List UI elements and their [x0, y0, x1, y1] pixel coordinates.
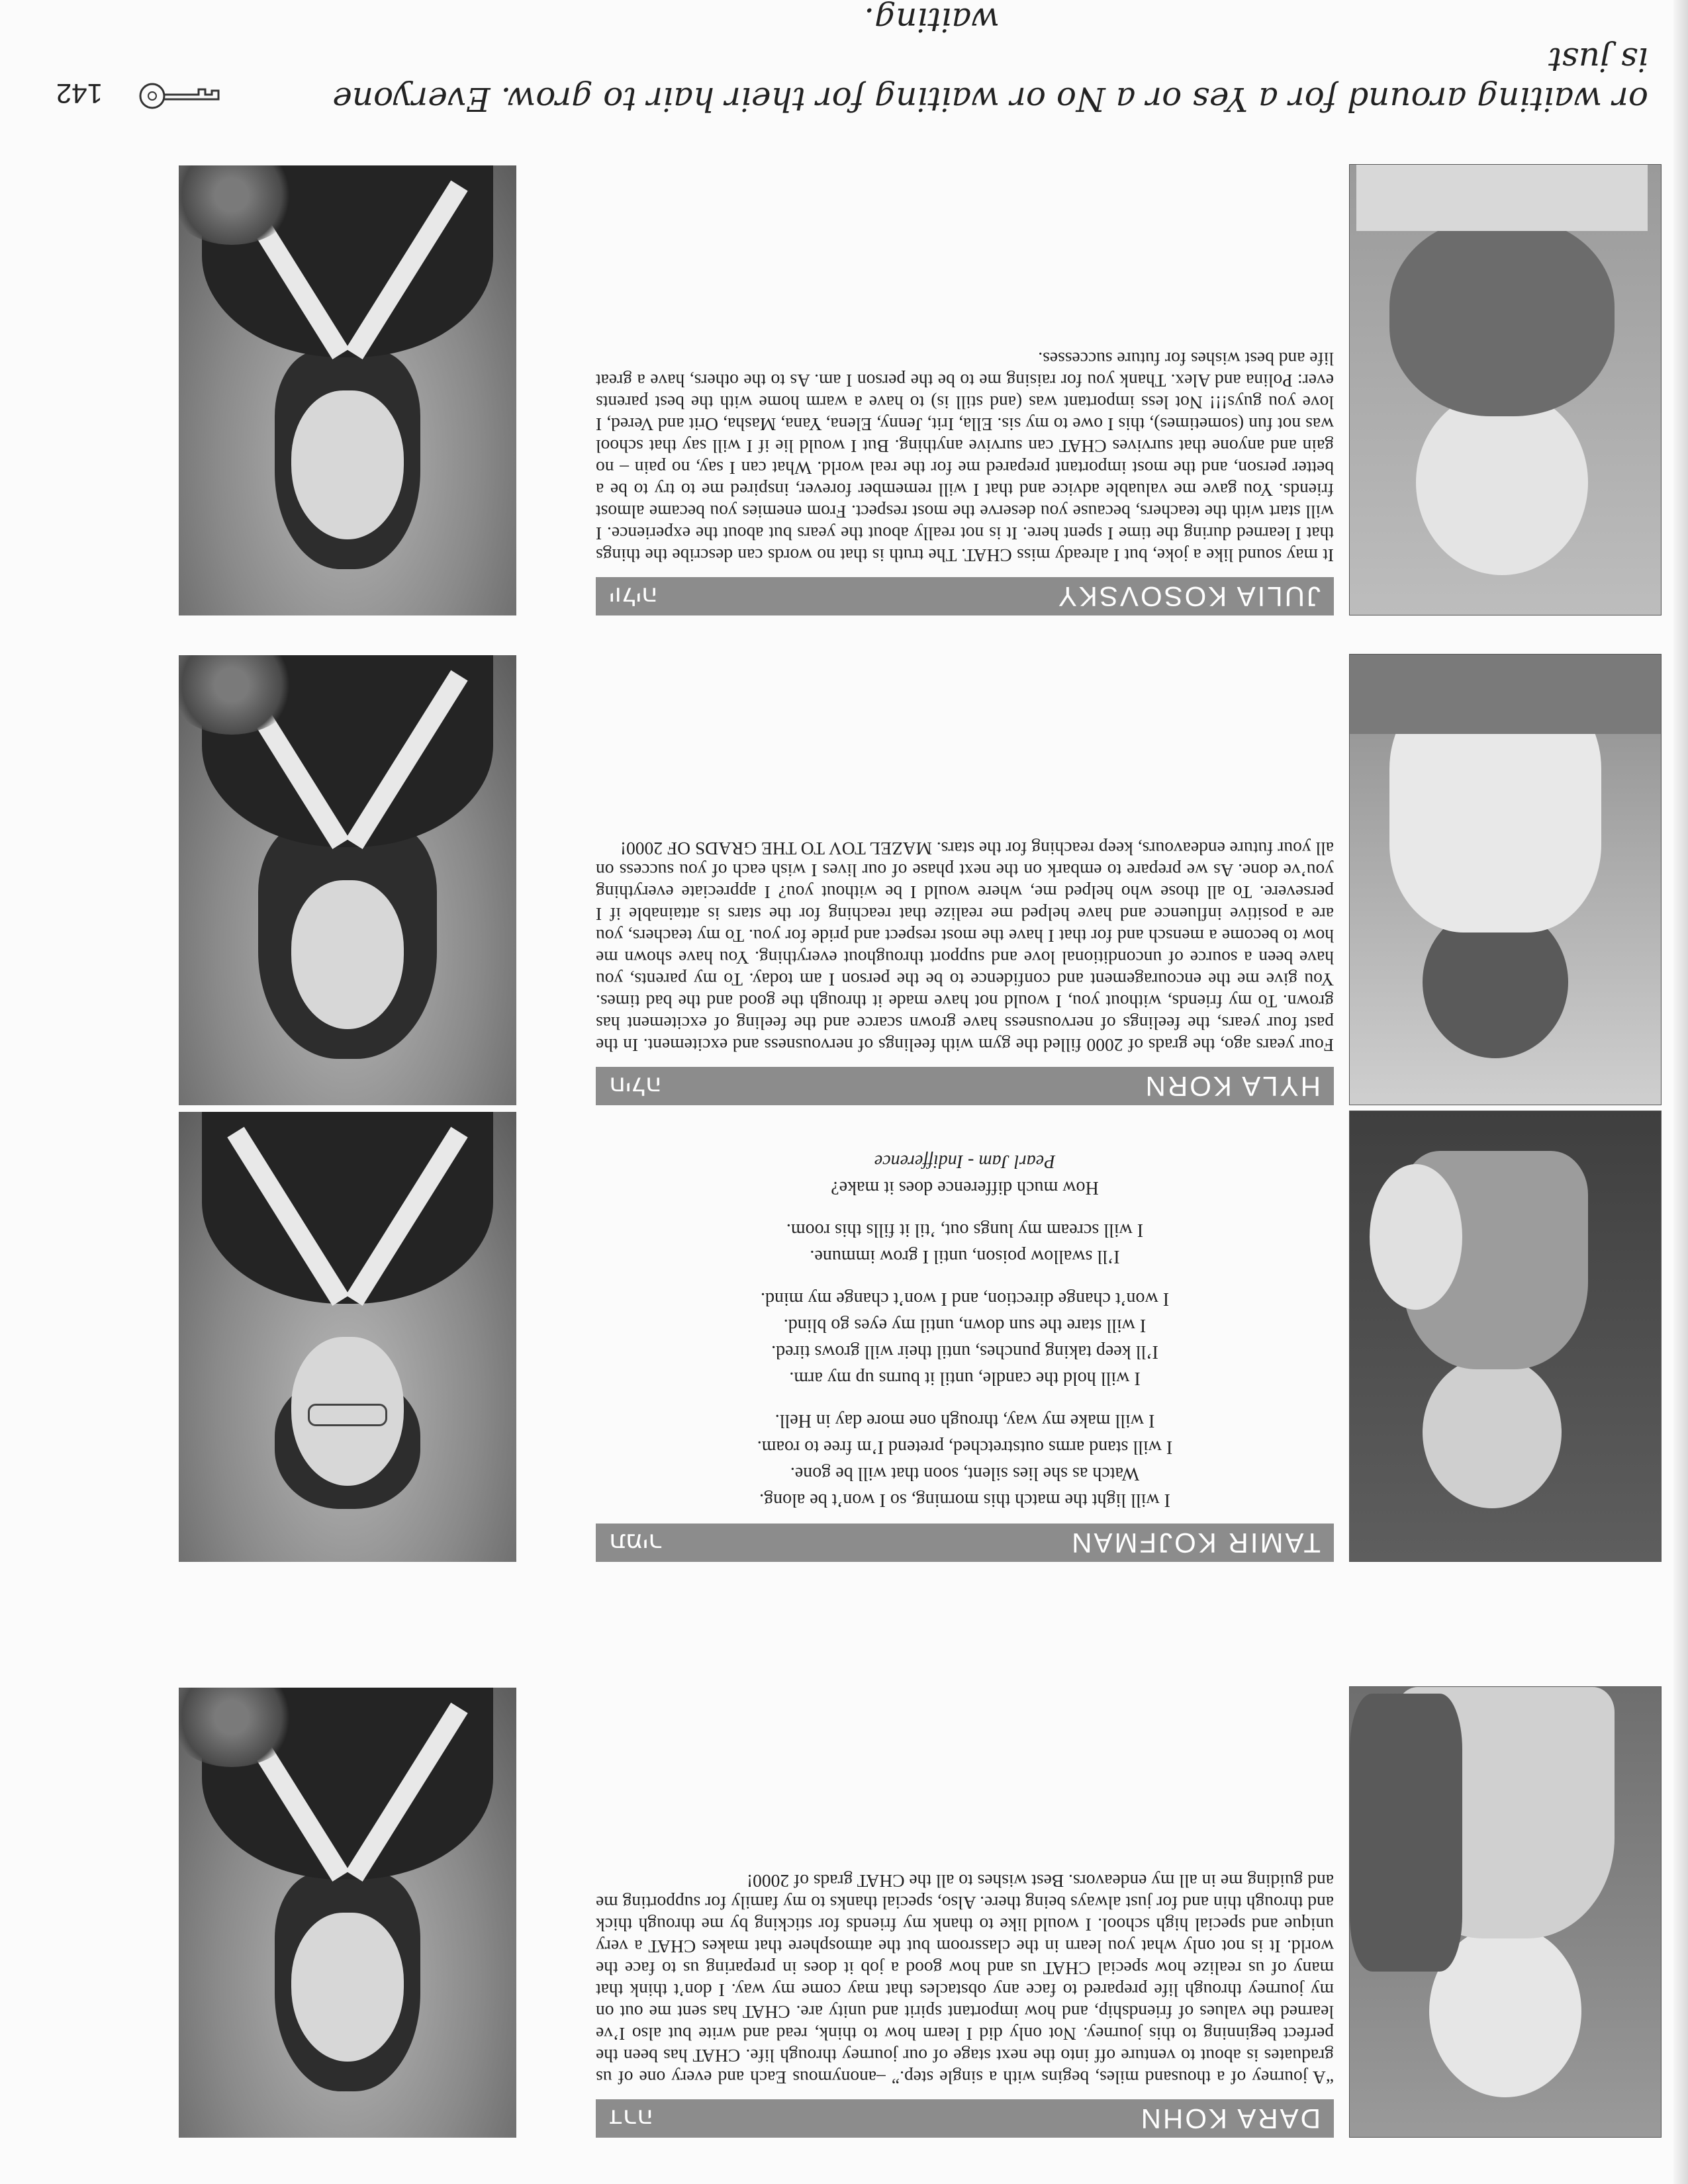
poem-line: I will stare the sun down, until my eyes go blind. — [783, 1315, 1147, 1336]
grad-name: JULIA KOSOVSKY — [1056, 581, 1321, 612]
grad-nameplate — [596, 1524, 1334, 1562]
grad-entry-julia-kosovsky — [0, 165, 1688, 615]
header-caption-line2: waiting. — [864, 1, 1000, 39]
glasses-icon — [308, 1404, 387, 1426]
grad-hebrew-name: חילה — [609, 1071, 662, 1101]
poem-line: I will scream my lungs out, ’til it fills this room. — [786, 1220, 1144, 1240]
senior-portrait — [179, 655, 516, 1105]
grad-hebrew-name: תמיר — [609, 1528, 663, 1557]
grad-nameplate — [596, 1067, 1334, 1105]
senior-portrait — [179, 1112, 516, 1562]
senior-portrait — [179, 1688, 516, 2138]
poem-credit: Pearl Jam - Indifference — [874, 1151, 1056, 1171]
grad-entry-tamir-kojfman — [0, 1112, 1688, 1562]
baby-photo — [1349, 1686, 1662, 2138]
grad-name: DARA KOHN — [1139, 2103, 1321, 2134]
senior-portrait — [179, 165, 516, 615]
poem-line: I will stand arms outstretched, pretend I’m free to roam. — [757, 1437, 1173, 1457]
poem-line: I’ll swallow poison, until I grow immune. — [810, 1246, 1120, 1267]
baby-photo — [1349, 654, 1662, 1105]
grad-name: TAMIR KOJFMAN — [1070, 1527, 1321, 1559]
poem-line: Watch as she lies silent, soon that will be gone. — [790, 1463, 1140, 1484]
poem-line: How much difference does it make? — [831, 1177, 1099, 1198]
grad-message: “A journey of a thousand miles, begins with a single step.” –anonymous Each and every one of us graduates is about to venture off into the next stage of our journey through life. CHAT has been the perfect beginning to this journey. Not only did I learn how to think, read and write but also I’ve learned the values of friendship, and how important spirit and unity are. CHAT has sent me out on my journey through life prepared to face any obstacles that may come my way. I don’t think that many of us realize how special CHAT us and how good a job it does in preparing us to face the world. It is not only what you learn in the classroom but the atmosphere that makes CHAT a very unique and special high school. I would like to thank my friends for sticking by me through thick and through thin and for just always being there. Also, special thanks to my family for supporting me and guiding me in all my endeavors. Best wishes to all the CHAT grads of 2000! — [596, 1871, 1334, 2088]
grad-nameplate — [596, 2099, 1334, 2138]
grad-poem — [596, 1116, 1334, 1513]
grad-message: Four years ago, the grads of 2000 filled the gym with feelings of nervousness and excitement. In the past four years, the feelings of nervousness have grown scarce and the feeling of excitement has grown. To my friends, without you, I would not have made it through the good and the bad times. You give me the encouragement and confidence to be the person I am today. To my parents, you have been a source of unconditional love and support throughout everything. You have shown me how to become a mensch and for that I have the most respect and pride for you. To my teachers, you are a positive influence and have helped me realize that reaching for the stars is attainable if I persevere. To all those who helped me, where would I be without you? I appreciate everything you’ve done. As we prepare to embark on the next phase of our lives I wish each of you success on all your future endeavours, keep reaching for the stars. MAZEL TOV TO THE GRADS OF 2000! — [596, 839, 1334, 1056]
poem-line: I will light the match this morning, so I won’t be along. — [759, 1490, 1170, 1510]
grad-entry-hyla-korn — [0, 655, 1688, 1105]
key-icon — [132, 76, 232, 116]
baby-photo — [1349, 164, 1662, 615]
poem-line: I will hold the candle, until it burns up my arm. — [789, 1368, 1141, 1388]
poem-line: I won’t change direction, and I won’t change my mind. — [760, 1289, 1170, 1309]
header-caption-line1: or waiting around for a Yes or a No or waiting for their hair to grow. Everyone is just — [332, 40, 1648, 118]
poem-line: I will make my way, through one more day in Hell. — [774, 1410, 1155, 1431]
grad-hebrew-name: יוליה — [609, 582, 658, 611]
grad-name: HYLA KORN — [1143, 1071, 1321, 1102]
page-header-caption — [324, 1, 1648, 119]
page-number: 142 — [56, 78, 103, 109]
grad-nameplate — [596, 577, 1334, 615]
grad-hebrew-name: דרה — [609, 2104, 654, 2133]
grad-entry-dara-kohn — [0, 1688, 1688, 2138]
grad-message: It may sound like a joke, but I already miss CHAT. The truth is that no words can describe the things that I learned during the time I spent here. It is not really about the years but about the experience. I will start with the teachers, because you deserve the most respect. From enemies you became almost friends. You gave me valuable advice and that I will remember forever, inspired me to try to be a better person, and the most important prepared me for the real world. What can I say, no pain – no gain and anyone that survives CHAT can survive anything. But I would lie if I will say that school was not fun (sometimes), this I owe to my sis. Ella, Irit, Jenny, Elena, Yana, Masha, Orit and Vered, I love you guys!!! Not less important was (and still is) to have a warm home with the best parents ever: Polina and Alex. Thank you for raising me to be the person I am. As to the others, have a great life and best wishes for future successes. — [596, 349, 1334, 566]
baby-photo — [1349, 1111, 1662, 1562]
poem-line: I’ll keep taking punches, until their will grows tired. — [771, 1342, 1158, 1362]
